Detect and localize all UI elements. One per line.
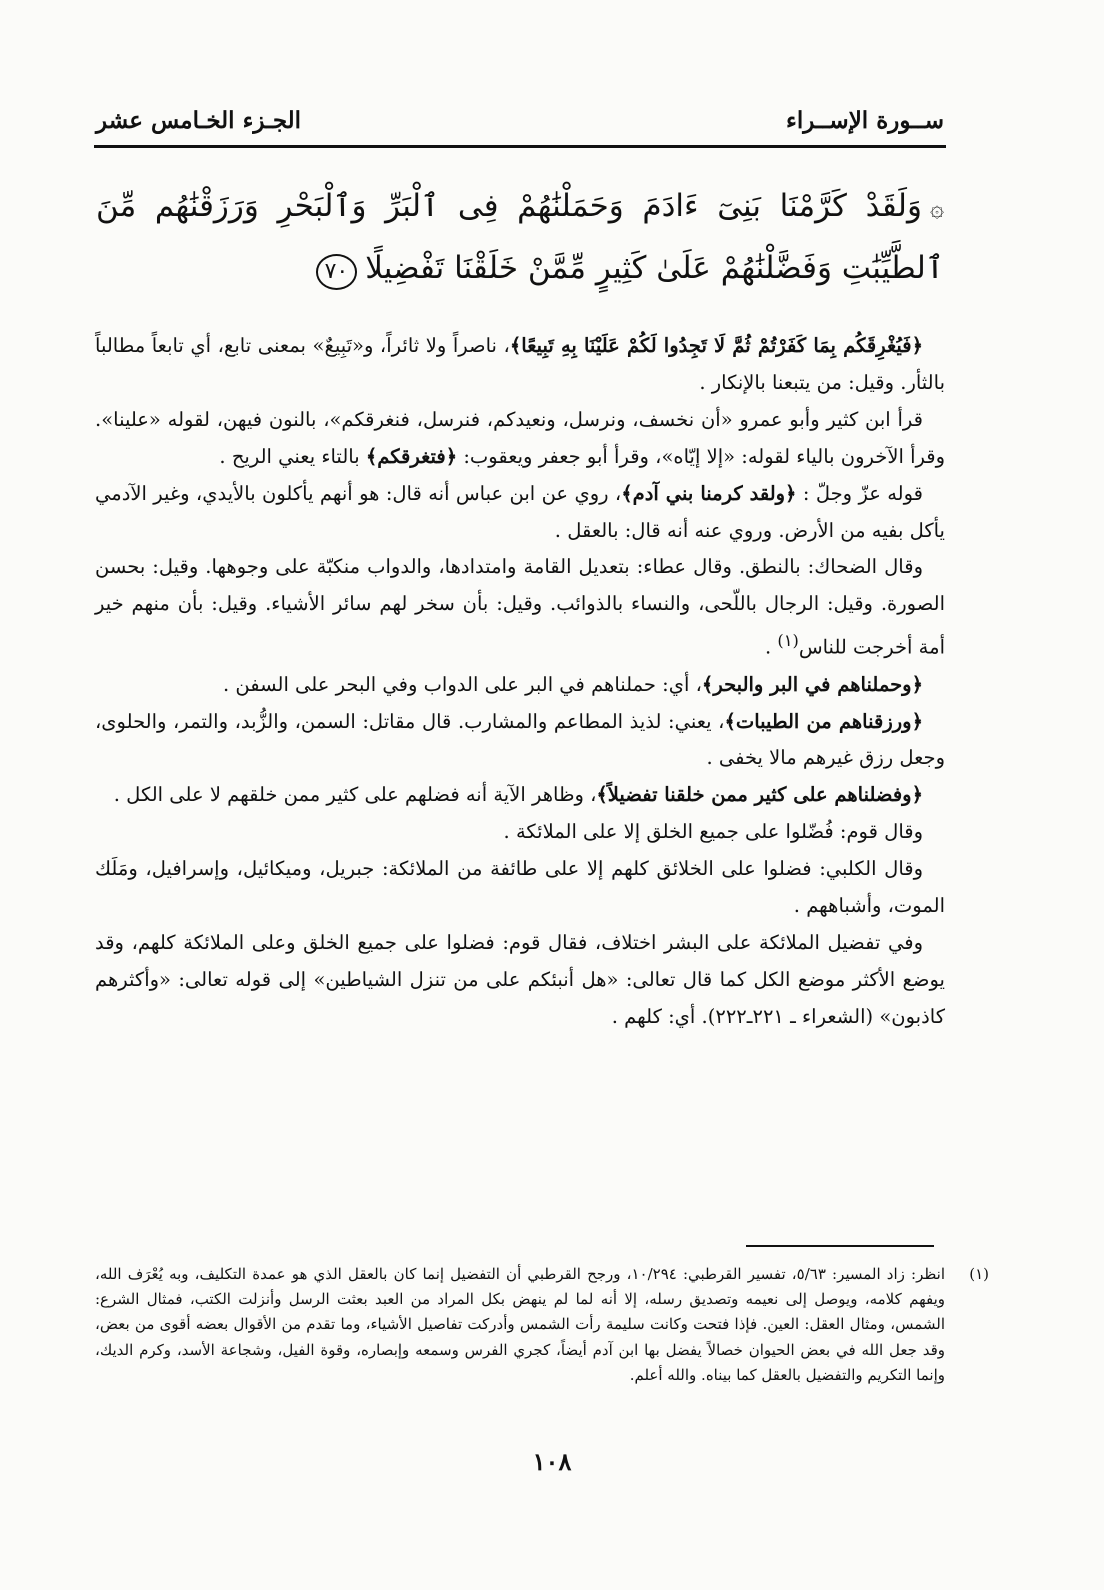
- hizb-marker-icon: ۞: [929, 194, 944, 222]
- ayah-number: ٧٠: [316, 254, 358, 290]
- quoted-verse: ﴿ورزقناهم من الطيبات﴾: [724, 709, 923, 733]
- running-header: [96, 100, 944, 140]
- page-number: ١٠٨: [532, 1447, 572, 1476]
- paragraph: وفي تفضيل الملائكة على البشر اختلاف، فقال قوم: فضلوا على جميع الخلق وعلى الملائكة كلهم، وقد يوضع الأكثر موضع الكل كما قال تعالى: «هل أنبئكم على من تنزل الشياطين» إلى قوله تعالى: «وأكثرهم كاذبون» (الشعراء ـ ٢٢١ـ٢٢٢). أي: كلهم .: [95, 931, 945, 1028]
- quoted-verse: ﴿فَيُغْرِقَكُم بِمَا كَفَرْتُمْ ثُمَّ لَا تَجِدُوا لَكُمْ عَلَيْنَا بِهِ تَبِيعًا﴾: [509, 334, 923, 357]
- footnote-number: (١): [969, 1265, 989, 1283]
- paragraph-text: وقال الضحاك: بالنطق. وقال عطاء: بتعديل القامة وامتدادها، والدواب منكبّة على وجوهها. وقيل: بحسن الصورة. وقيل: الرجال باللّحى، والنساء بالذوائب. وقيل: بأن سخر لهم سائر الأشياء. وقيل: بأن منهم خير أمة أخرجت للناس: [95, 555, 945, 659]
- paragraph-text: ، ناصراً ولا ثائراً، و«تَبِيعٌ» بمعنى تابع، أي تابعاً مطالباً بالثأر. وقيل: من يتبعنا بالإنكار .: [95, 334, 945, 394]
- quoted-verse: ﴿فتغرقكم﴾: [365, 444, 458, 468]
- quoted-verse: ﴿ولقد كرمنا بني آدم﴾: [621, 481, 797, 505]
- paragraph: وقال قوم: فُضّلوا على جميع الخلق إلا على الملائكة .: [503, 820, 923, 844]
- header-divider: [94, 145, 946, 148]
- paragraph-text: .: [764, 635, 778, 659]
- footnote-reference: (١): [777, 631, 799, 651]
- paragraph: [95, 476, 945, 550]
- footnote-divider: [746, 1245, 934, 1247]
- quoted-verse: ﴿وحملناهم في البر والبحر﴾: [701, 672, 923, 696]
- commentary-text: [95, 328, 945, 1036]
- footnotes: [95, 1262, 989, 1388]
- quran-verse: وَلَقَدْ كَرَّمْنَا بَنِىٓ ءَادَمَ وَحَمَلْنَٰهُمْ فِى ٱلْبَرِّ وَٱلْبَحْرِ وَرَزَقْنَٰهُم مِّنَ ٱلطَّيِّبَٰتِ وَفَضَّلْنَٰهُمْ عَلَىٰ كَثِيرٍ مِّمَّنْ خَلَقْنَا تَفْضِيلًا: [96, 188, 944, 286]
- paragraph-text: بالتاء يعني الريح .: [219, 444, 366, 468]
- paragraph: وقال الكلبي: فضلوا على الخلائق كلهم إلا على طائفة من الملائكة: جبريل، وميكائيل، وإسرافيل، ومَلَك الموت، وأشباههم .: [95, 857, 945, 918]
- surah-title: ســورة الإســراء: [786, 106, 944, 134]
- footnote-text: انظر: زاد المسير: ٥/٦٣، تفسير القرطبي: ١٠/٢٩٤، ورجح القرطبي أن التفضيل إنما كان بالعقل الذي هو عمدة التكليف، وبه يُعْرَف الله، ويفهم كلامه، ويوصل إلى نعيمه وتصديق رسله، إلا أنه لما لم ينهض بكل المراد من العبد بعثت الرسل وأنزلت الكتب، فمثال الشرع: الشمس، ومثال العقل: العين. فإذا فتحت وكانت سليمة رأت الشمس وأدركت تفاصيل الأشياء، وما تقدم من الأقوال بعضه أقوى من بعض، وقد جعل الله في بعض الحيوان خصالاً يفضل بها ابن آدم أيضاً، كجري الفرس وسمعه وإبصاره، وقوة الفيل، وشجاعة الأسد، وكرم الديك، وإنما التكريم والتفضيل بالعقل كما بيناه. والله أعلم.: [95, 1265, 945, 1384]
- paragraph: [95, 704, 945, 778]
- paragraph-text: ، روي عن ابن عباس أنه قال: هو أنهم يأكلون بالأيدي، وغير الآدمي يأكل بفيه من الأرض. وروي عنه أنه قال: بالعقل .: [95, 481, 945, 542]
- quoted-verse: ﴿وفضلناهم على كثير ممن خلقنا تفضيلاً﴾: [596, 783, 923, 807]
- paragraph-text: ، أي: حملناهم في البر على الدواب وفي البحر على السفن .: [223, 672, 702, 696]
- quran-verse-block: [96, 176, 944, 298]
- paragraph: [95, 667, 945, 704]
- paragraph-text: ، يعني: لذيذ المطاعم والمشارب. قال مقاتل: السمن، والزُّبد، والتمر، والحلوى، وجعل رزق غيرهم مالا يخفى .: [95, 709, 945, 770]
- paragraph: [95, 402, 945, 476]
- paragraph: [95, 328, 945, 402]
- paragraph-text: ، وظاهر الآية أنه فضلهم على كثير ممن خلقهم لا على الكل .: [113, 783, 597, 807]
- paragraph-text: قرأ ابن كثير وأبو عمرو «أن نخسف، ونرسل، ونعيدكم، فنرسل، فنغرقكم»، بالنون فيهن، لقوله «علينا». وقرأ الآخرون بالياء لقوله: «إلا إيّاه»، وقرأ أبو جعفر ويعقوب:: [95, 407, 945, 468]
- paragraph: [95, 549, 945, 666]
- paragraph: [95, 777, 945, 814]
- paragraph-text: قوله عزّ وجلّ :: [796, 481, 924, 505]
- part-title: الجـزء الخـامس عشر: [96, 106, 302, 134]
